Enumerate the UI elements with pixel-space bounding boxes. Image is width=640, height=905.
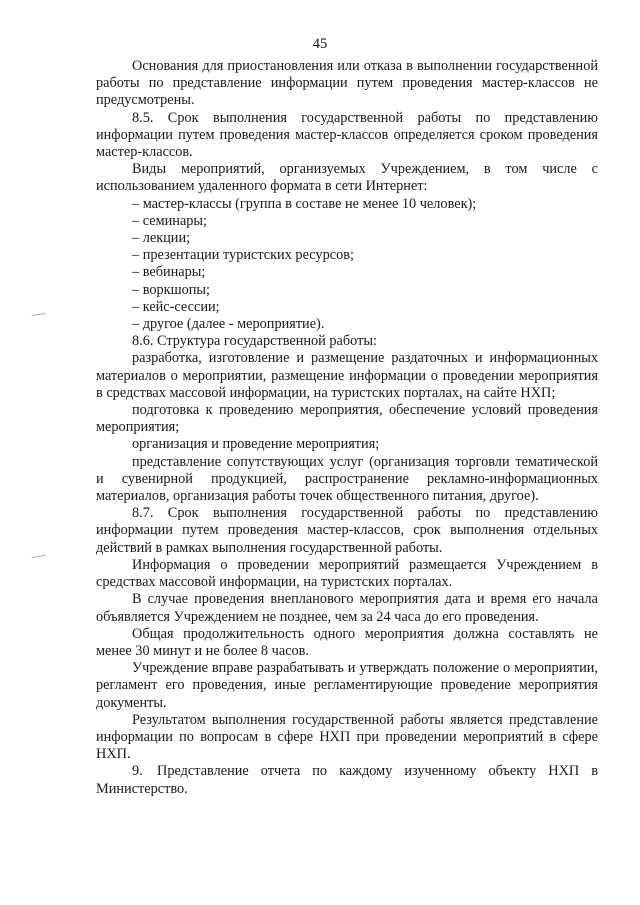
list-item: – вебинары;	[132, 264, 206, 281]
list-item: – воркшопы;	[132, 281, 211, 298]
list-item: – другое (далее - мероприятие).	[132, 316, 325, 333]
list-item: – мастер-классы (группа в составе не менее 10 человек);	[132, 195, 477, 212]
list-item: – презентации туристских ресурсов;	[132, 247, 354, 264]
margin-scan-mark	[32, 313, 47, 322]
paragraph-9-report: 9. Представление отчета по каждому изученному объекту НХП в Министерство.	[96, 763, 598, 797]
event-types-list	[96, 196, 598, 334]
list-item: – семинары;	[132, 212, 208, 229]
margin-scan-mark	[32, 555, 47, 564]
paragraph-unplanned-event: В случае проведения внепланового мероприятия дата и время его начала объявляется Учреждением не позднее, чем за 24 часа до его проведения.	[96, 591, 598, 625]
paragraph-duration: Общая продолжительность одного мероприятия должна составлять не менее 30 минут и не более 8 часов.	[96, 625, 598, 659]
paragraph-grounds: Основания для приостановления или отказа в выполнении государственной работы по представление информации путем проведения мастер-классов не предусмотрены.	[96, 58, 598, 109]
paragraph-info-placement: Информация о проведении мероприятий размещается Учреждением в средствах массовой информации, на туристских порталах.	[96, 556, 598, 591]
structure-heading: 8.6. Структура государственной работы:	[132, 333, 377, 350]
structure-item: представление сопутствующих услуг (организация торговли тематической и сувенирной продукцией, распространение рекламно-информационных материалов, организация работы точек общественного питания, другое).	[96, 453, 598, 505]
paragraph-result: Результатом выполнения государственной работы является представление информации по вопросам в сфере НХП при проведении мероприятий в сфере НХП.	[96, 711, 598, 763]
paragraph-event-types-intro: Виды мероприятий, организуемых Учреждением, в том числе с использованием удаленного формата в сети Интернет:	[96, 161, 598, 195]
paragraph-8-5: 8.5. Срок выполнения государственной работы по представлению информации путем проведения мастер-классов определяется сроком проведения мастер-классов.	[96, 109, 598, 161]
paragraph-8-7: 8.7. Срок выполнения государственной работы по представлению информации путем проведения мастер-классов, срок выполнения отдельных действий в рамках выполнения государственной работы.	[96, 505, 598, 556]
list-item: – кейс-сессии;	[132, 298, 220, 315]
paragraph-regulations: Учреждение вправе разрабатывать и утверждать положение о мероприятии, регламент его проведения, иные регламентирующие проведение мероприятия документы.	[96, 660, 598, 711]
structure-item: подготовка к проведению мероприятия, обеспечение условий проведения мероприятия;	[96, 402, 598, 436]
structure-item: разработка, изготовление и размещение раздаточных и информационных материалов о мероприятии, размещение информации о проведении мероприятия в средствах массовой информации, на туристских порталах, на сайте НХП;	[96, 350, 598, 401]
list-item: – лекции;	[132, 230, 191, 247]
page-number: 45	[312, 36, 328, 52]
structure-item: организация и проведение мероприятия;	[132, 436, 380, 453]
document-body	[96, 58, 598, 798]
